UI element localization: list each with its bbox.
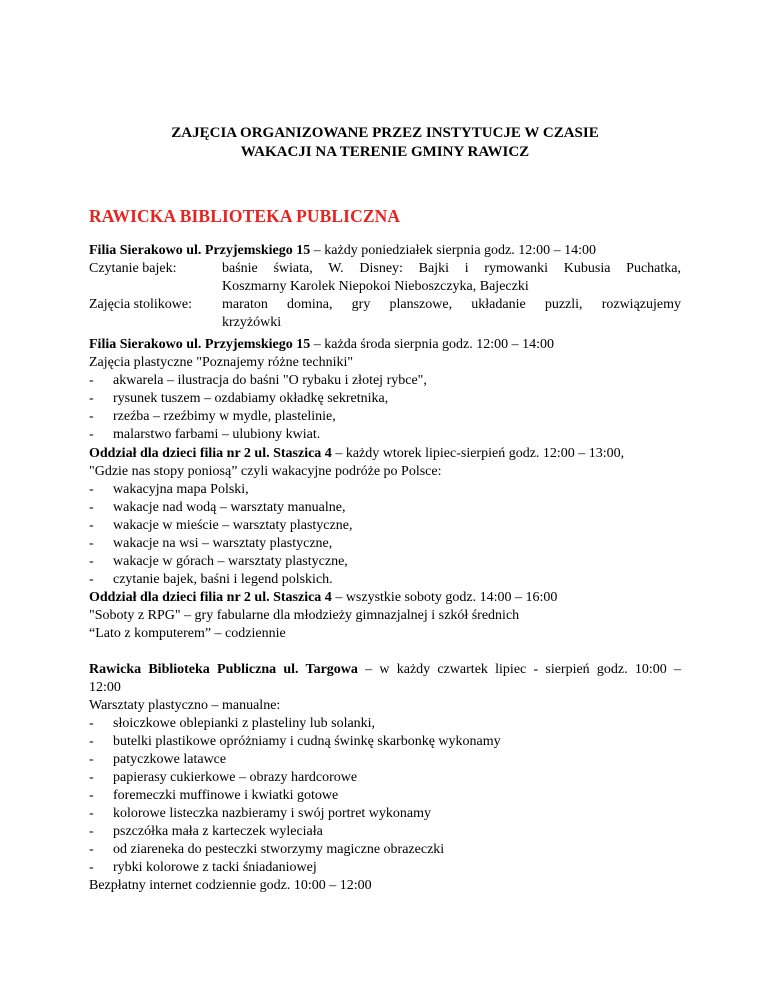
block-line: “Lato z komputerem” – codziennie — [89, 626, 286, 641]
list-item-text: malarstwo farbami – ulubiony kwiat. — [113, 427, 321, 442]
list-dash: - — [89, 842, 94, 857]
list-dash: - — [89, 373, 94, 388]
document-title — [89, 124, 681, 162]
block-header — [89, 445, 681, 463]
list-dash: - — [89, 500, 94, 515]
list-item-text: wakacje nad wodą – warsztaty manualne, — [113, 500, 346, 515]
list-item-text: wakacyjna mapa Polski, — [113, 482, 249, 497]
list-item-text: kolorowe listeczka nazbieramy i swój portret wykonamy — [113, 806, 432, 821]
list-item — [89, 787, 681, 805]
block-schedule: – w każdy czwartek lipiec - sierpień godz. 10:00 – — [357, 662, 681, 677]
list-dash: - — [89, 788, 94, 803]
block-header — [89, 661, 681, 679]
activity-desc-line: baśnie świata, W. Disney: Bajki i rymowanki Kubusia Puchatka, — [222, 261, 681, 276]
section-heading: RAWICKA BIBLIOTEKA PUBLICZNA — [89, 206, 401, 226]
list-item-text: patyczkowe latawce — [113, 752, 227, 767]
block-header — [89, 589, 681, 607]
list-dash: - — [89, 860, 94, 875]
list-dash: - — [89, 536, 94, 551]
list-dash: - — [89, 391, 94, 406]
activity-desc — [222, 296, 681, 332]
list-item-text: rysunek tuszem – ozdabiamy okładkę sekretnika, — [113, 391, 389, 406]
list-item-text: akwarela – ilustracja do baśni "O rybaku i złotej rybce", — [113, 373, 427, 388]
list-item — [89, 823, 681, 841]
list-item-text: pszczółka mała z karteczek wyleciała — [113, 824, 323, 839]
title-line-1: ZAJĘCIA ORGANIZOWANE PRZEZ INSTYTUCJE W CZASIE — [171, 125, 599, 141]
activity-label: Czytanie bajek: — [89, 261, 177, 276]
list-item — [89, 805, 681, 823]
block-place: Oddział dla dzieci filia nr 2 ul. Staszica 4 — [89, 446, 332, 461]
list-item — [89, 553, 681, 571]
list-item — [89, 499, 681, 517]
list-item — [89, 517, 681, 535]
activity-desc — [222, 260, 681, 296]
block-place: Rawicka Biblioteka Publiczna ul. Targowa — [89, 662, 358, 677]
list-dash: - — [89, 554, 94, 569]
block-intro: "Gdzie nas stopy poniosą” czyli wakacyjne podróże po Polsce: — [89, 464, 442, 479]
block-tuesday-staszica — [89, 445, 681, 589]
list-item-text: rybki kolorowe z tacki śniadaniowej — [113, 860, 317, 875]
block-wednesday-sierakowo — [89, 336, 681, 444]
list-item — [89, 841, 681, 859]
list-dash: - — [89, 716, 94, 731]
title-line-2: WAKACJI NA TERENIE GMINY RAWICZ — [240, 144, 530, 160]
list-dash: - — [89, 518, 94, 533]
list-item-text: słoiczkowe oblepianki z plasteliny lub solanki, — [113, 716, 376, 731]
list-item-text: foremeczki muffinowe i kwiatki gotowe — [113, 788, 339, 803]
block-place: Filia Sierakowo ul. Przyjemskiego 15 — [89, 243, 311, 258]
list-item-text: wakacje w górach – warsztaty plastyczne, — [113, 554, 348, 569]
activity-desc-line: krzyżówki — [222, 315, 282, 330]
block-schedule: – wszystkie soboty godz. 14:00 – 16:00 — [331, 590, 558, 605]
list-item-text: od ziareneka do pesteczki stworzymy magiczne obrazeczki — [113, 842, 445, 857]
list-item — [89, 372, 681, 390]
block-line: "Soboty z RPG" – gry fabularne dla młodzieży gimnazjalnej i szkół średnich — [89, 608, 520, 623]
block-intro: Warsztaty plastyczno – manualne: — [89, 698, 281, 713]
list-dash: - — [89, 734, 94, 749]
block-place: Oddział dla dzieci filia nr 2 ul. Staszica 4 — [89, 590, 332, 605]
block-schedule: – każdy wtorek lipiec-sierpień godz. 12:00 – 13:00, — [331, 446, 625, 461]
list-dash: - — [89, 770, 94, 785]
list-item — [89, 571, 681, 589]
activity-desc-line: maraton domina, gry planszowe, układanie puzzli, rozwiązujemy — [222, 297, 681, 312]
block-schedule: – każda środa sierpnia godz. 12:00 – 14:00 — [310, 337, 555, 352]
list-item — [89, 769, 681, 787]
list-dash: - — [89, 752, 94, 767]
list-item-text: wakacje na wsi – warsztaty plastyczne, — [113, 536, 333, 551]
activity-desc-line: Koszmarny Karolek Niepokoi Nieboszczyka, Bajeczki — [222, 279, 529, 294]
list-item-text: czytanie bajek, baśni i legend polskich. — [113, 572, 333, 587]
block-header — [89, 242, 681, 260]
list-dash: - — [89, 806, 94, 821]
list-item-text: papierasy cukierkowe – obrazy hardcorowe — [113, 770, 358, 785]
list-dash: - — [89, 572, 94, 587]
list-item-text: wakacje w mieście – warsztaty plastyczne, — [113, 518, 353, 533]
block-place: Filia Sierakowo ul. Przyjemskiego 15 — [89, 337, 311, 352]
list-item — [89, 859, 681, 877]
list-dash: - — [89, 482, 94, 497]
block-schedule: – każdy poniedziałek sierpnia godz. 12:00 – 14:00 — [310, 243, 597, 258]
block-header — [89, 336, 681, 354]
list-item — [89, 481, 681, 499]
activity-row — [89, 260, 681, 296]
activity-row — [89, 296, 681, 332]
list-item — [89, 408, 681, 426]
activity-label: Zajęcia stolikowe: — [89, 297, 193, 312]
block-schedule-continued: 12:00 — [89, 680, 121, 695]
list-item-text: butelki plastikowe opróżniamy i cudną świnkę skarbonkę wykonamy — [113, 734, 501, 749]
list-item — [89, 751, 681, 769]
list-item — [89, 390, 681, 408]
list-dash: - — [89, 824, 94, 839]
list-item-text: rzeźba – rzeźbimy w mydle, plastelinie, — [113, 409, 336, 424]
block-intro: Zajęcia plastyczne "Poznajemy różne techniki" — [89, 355, 354, 370]
block-monday-sierakowo — [89, 242, 681, 332]
list-dash: - — [89, 427, 94, 442]
list-item — [89, 535, 681, 553]
list-dash: - — [89, 409, 94, 424]
list-item — [89, 715, 681, 733]
block-saturday-staszica — [89, 589, 681, 643]
block-thursday-targowa — [89, 661, 681, 895]
block-footer: Bezpłatny internet codziennie godz. 10:00 – 12:00 — [89, 878, 372, 893]
list-item — [89, 426, 681, 444]
list-item — [89, 733, 681, 751]
